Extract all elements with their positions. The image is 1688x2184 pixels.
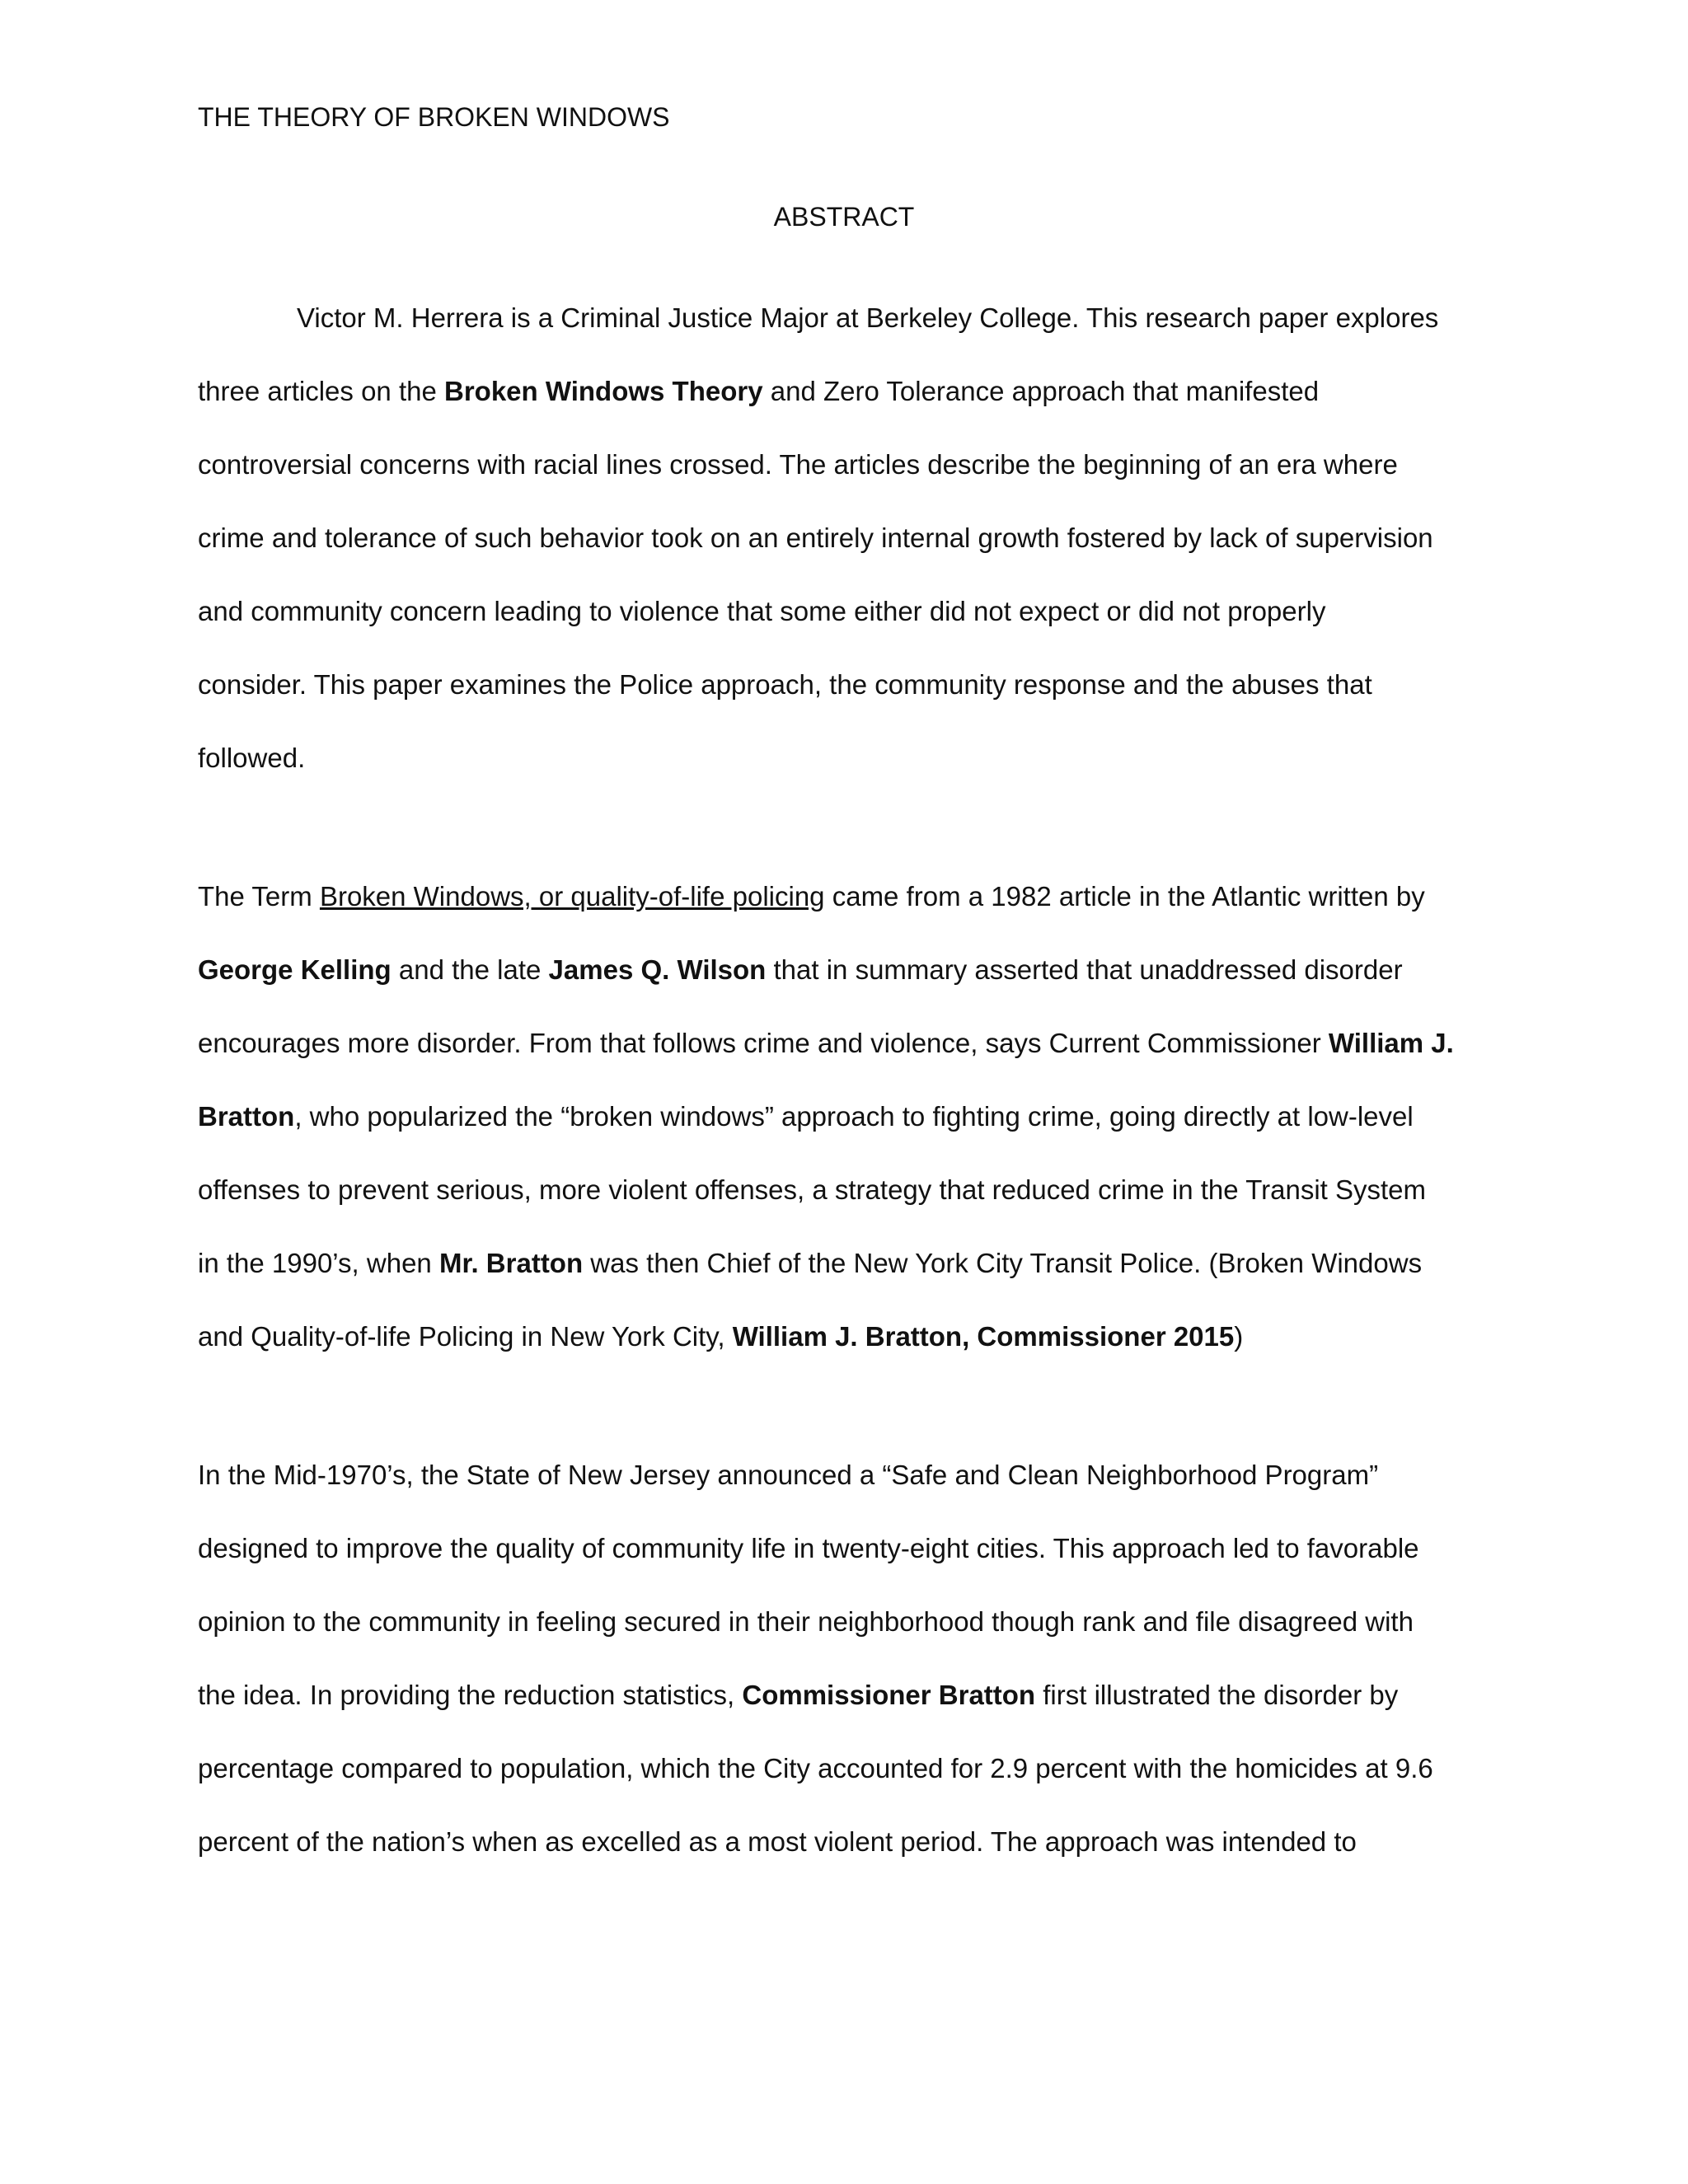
bold-name: Bratton	[198, 1101, 295, 1132]
para2-line-2: designed to improve the quality of community life in twenty-eight cities. This approach led to favorable	[198, 1533, 1419, 1563]
para2-line-3: opinion to the community in feeling secured in their neighborhood though rank and file disagreed with	[198, 1606, 1414, 1637]
para2-line-5: percentage compared to population, which the City accounted for 2.9 percent with the homicides at 9.6	[198, 1753, 1433, 1783]
para2-line-1: In the Mid-1970’s, the State of New Jersey announced a “Safe and Clean Neighborhood Program”	[198, 1460, 1379, 1490]
bold-name: Mr. Bratton	[438, 1248, 584, 1278]
bold-name: George Kelling	[198, 954, 392, 985]
abstract-line-6: consider. This paper examines the Police approach, the community response and the abuses that	[198, 669, 1372, 700]
para2-line-4	[198, 1679, 1398, 1712]
text-segment: that in summary asserted that unaddressed disorder	[766, 954, 1403, 985]
running-head: THE THEORY OF BROKEN WINDOWS	[198, 102, 670, 132]
text-segment: in the 1990’s, when	[198, 1248, 439, 1278]
text-segment: first illustrated the disorder by	[1035, 1680, 1399, 1710]
bold-citation: William J. Bratton, Commissioner 2015	[732, 1321, 1235, 1352]
text-segment: and Zero Tolerance approach that manifested	[762, 376, 1320, 406]
text-segment: The Term	[198, 881, 320, 912]
text-segment: came from a 1982 article in the Atlantic written by	[824, 881, 1425, 912]
underlined-term: Broken Windows, or quality-of-life policing	[319, 881, 825, 912]
bold-term: Broken Windows Theory	[444, 376, 763, 406]
abstract-line-5: and community concern leading to violence that some either did not expect or did not properly	[198, 596, 1326, 626]
bold-name: James Q. Wilson	[548, 954, 767, 985]
abstract-line-3: controversial concerns with racial lines crossed. The articles describe the beginning of an era where	[198, 449, 1398, 480]
abstract-title: ABSTRACT	[773, 202, 915, 232]
text-segment: )	[1234, 1321, 1244, 1352]
para1-line-5: offenses to prevent serious, more violent offenses, a strategy that reduced crime in the Transit System	[198, 1174, 1427, 1205]
abstract-line-4: crime and tolerance of such behavior took on an entirely internal growth fostered by lack of supervision	[198, 523, 1433, 553]
para1-line-3	[198, 1027, 1454, 1060]
abstract-line-7: followed.	[198, 743, 306, 773]
text-segment: encourages more disorder. From that follows crime and violence, says Current Commissioner	[198, 1028, 1329, 1058]
para1-line-2	[198, 954, 1403, 987]
abstract-line-2	[198, 375, 1319, 408]
text-segment: the idea. In providing the reduction statistics,	[198, 1680, 743, 1710]
para2-line-6: percent of the nation’s when as excelled as a most violent period. The approach was intended to	[198, 1826, 1357, 1857]
bold-name: Commissioner Bratton	[742, 1680, 1036, 1710]
para1-line-7	[198, 1320, 1243, 1353]
text-segment: and Quality-of-life Policing in New York City,	[198, 1321, 733, 1352]
text-segment: , who popularized the “broken windows” approach to fighting crime, going directly at low-level	[294, 1101, 1414, 1132]
abstract-line-1: Victor M. Herrera is a Criminal Justice Major at Berkeley College. This research paper explores	[297, 302, 1439, 333]
para1-line-6	[198, 1247, 1422, 1280]
text-segment: three articles on the	[198, 376, 444, 406]
text-segment: and the late	[391, 954, 549, 985]
bold-name: William J.	[1328, 1028, 1454, 1058]
para1-line-4	[198, 1100, 1414, 1133]
text-segment: was then Chief of the New York City Transit Police. (Broken Windows	[583, 1248, 1423, 1278]
para1-line-1	[198, 880, 1425, 913]
